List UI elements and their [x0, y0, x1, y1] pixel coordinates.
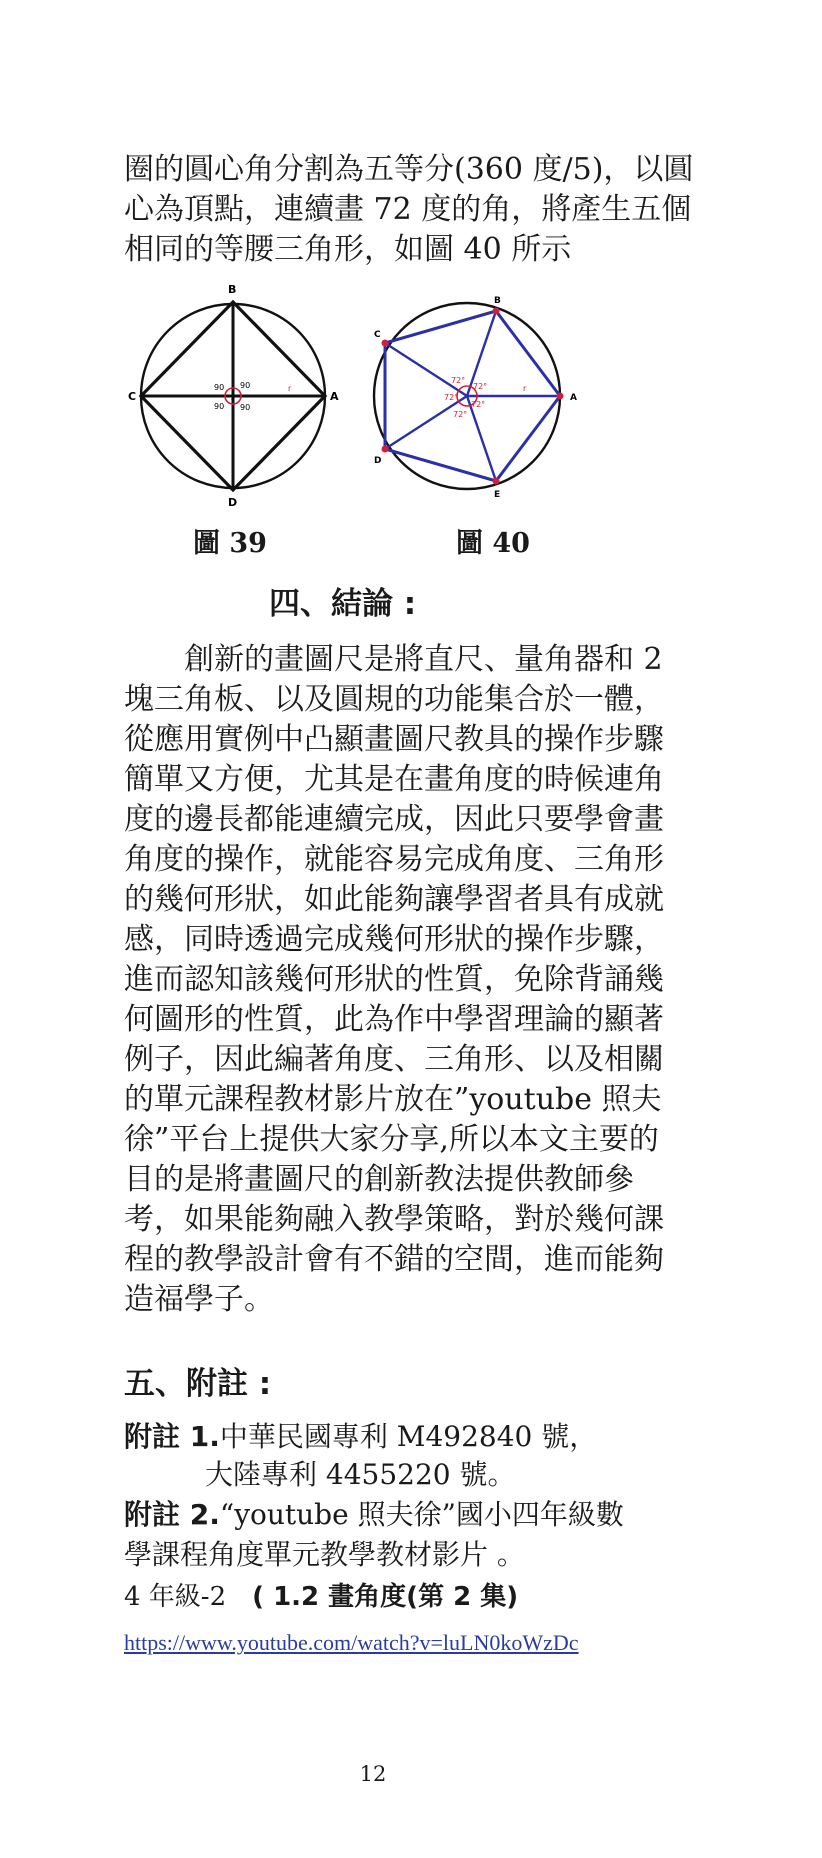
note-1 — [124, 1418, 597, 1456]
note-2-label: 附註 2. — [124, 1498, 220, 1531]
note-1-continuation: 大陸專利 4455220 號。 — [205, 1458, 516, 1491]
figure-40-angle-label: 72° — [471, 400, 486, 409]
figure-40-vertex-label: B — [494, 296, 501, 306]
figure-40-angle-label: 72° — [444, 393, 459, 402]
figure-39-center-label: o — [231, 396, 235, 403]
figure-39-caption: 圖 39 — [193, 528, 267, 559]
conclusion-line: 塊三角板、以及圓規的功能集合於一體， — [124, 682, 664, 717]
figure-39-diagram — [128, 285, 339, 507]
figure-39-angle-label: 90 — [214, 383, 225, 392]
notes-heading: 五、附註 : — [124, 1366, 272, 1402]
conclusion-line: 度的邊長都能連續完成，因此只要學會畫 — [124, 802, 664, 837]
conclusion-line: 的單元課程教材影片放在”youtube 照夫 — [124, 1082, 662, 1117]
figure-40-point — [382, 446, 389, 453]
figure-39-angle-label: 90 — [214, 402, 225, 411]
conclusion-line: 角度的操作，就能容易完成角度、三角形 — [124, 842, 664, 877]
note-2-text: “youtube 照夫徐”國小四年級數 — [219, 1498, 624, 1531]
intro-line: 心為頂點，連續畫 72 度的角，將產生五個 — [124, 192, 692, 227]
conclusion-line: 考，如果能夠融入教學策略，對於幾何課 — [124, 1202, 664, 1237]
figure-39-vertex-label: B — [228, 285, 237, 296]
figure-40-angle-label: 72° — [453, 410, 468, 419]
figure-40-point — [557, 393, 564, 400]
figure-40-vertex-label: E — [494, 490, 501, 500]
figure-40-vertex-label: A — [570, 393, 577, 403]
conclusion-line: 進而認知該幾何形狀的性質，免除背誦幾 — [124, 962, 664, 997]
figure-40-point — [382, 340, 389, 347]
note-1-text: 中華民國專利 M492840 號， — [219, 1420, 598, 1453]
figure-40-caption: 圖 40 — [456, 528, 530, 559]
note-2 — [124, 1496, 624, 1534]
figure-40-angle-label: 72° — [451, 376, 466, 385]
conclusion-line: 感，同時透過完成幾何形狀的操作步驟， — [124, 922, 664, 957]
figures — [128, 285, 598, 507]
figure-39-vertex-label: D — [228, 496, 238, 507]
conclusion-line: 從應用實例中凸顯畫圖尺教具的操作步驟 — [124, 722, 664, 757]
intro-line: 相同的等腰三角形，如圖 40 所示 — [124, 232, 572, 267]
figure-39-radius-label: r — [288, 384, 292, 393]
figure-39-angle-label: 90 — [240, 403, 251, 412]
figure-40-radius-label: r — [523, 384, 527, 393]
conclusion-line: 目的是將畫圖尺的創新教法提供教師參 — [124, 1162, 634, 1197]
figure-40-vertex-label: C — [374, 330, 381, 340]
conclusion-heading: 四、結論 : — [269, 586, 417, 622]
grade-prefix: 4 年級-2 — [124, 1582, 253, 1612]
conclusion-line: 造福學子。 — [124, 1282, 274, 1317]
youtube-link[interactable]: https://www.youtube.com/watch?v=luLN0koWzDc — [124, 1630, 579, 1655]
conclusion-line: 的幾何形狀，如此能夠讓學習者具有成就 — [124, 882, 664, 917]
figure-40-vertex-label: D — [374, 456, 382, 466]
intro-line: 圈的圓心角分割為五等分(360 度/5)，以圓 — [124, 152, 694, 187]
figure-39-vertex-label: A — [330, 390, 339, 403]
conclusion-paragraph — [124, 640, 664, 1320]
figure-40-point — [493, 308, 500, 315]
episode-title: ( 1.2 畫角度(第 2 集) — [252, 1582, 519, 1612]
grade-line — [124, 1578, 518, 1616]
page-number: 12 — [359, 1762, 387, 1786]
figure-39-angle-label: 90 — [240, 381, 251, 390]
figure-40-spoke — [385, 343, 467, 396]
conclusion-line: 何圖形的性質，此為作中學習理論的顯著 — [124, 1002, 664, 1037]
figure-39-vertex-label: C — [128, 390, 137, 403]
conclusion-line: 程的教學設計會有不錯的空間，進而能夠 — [124, 1242, 664, 1277]
conclusion-line: 例子，因此編著角度、三角形、以及相關 — [124, 1042, 664, 1077]
conclusion-line: 徐”平台上提供大家分享,所以本文主要的 — [124, 1122, 659, 1157]
figure-40-diagram — [374, 296, 577, 500]
figure-40-spoke — [385, 396, 467, 449]
note-2-continuation: 學課程角度單元教學教材影片 。 — [124, 1538, 525, 1571]
note-1-label: 附註 1. — [124, 1420, 220, 1453]
figure-40-point — [493, 478, 500, 485]
figure-40-angle-label: 72° — [473, 382, 488, 391]
conclusion-line: 簡單又方便，尤其是在畫角度的時候連角 — [124, 762, 664, 797]
intro-paragraph — [124, 150, 694, 270]
conclusion-line: 創新的畫圖尺是將直尺、量角器和 2 — [124, 642, 663, 677]
